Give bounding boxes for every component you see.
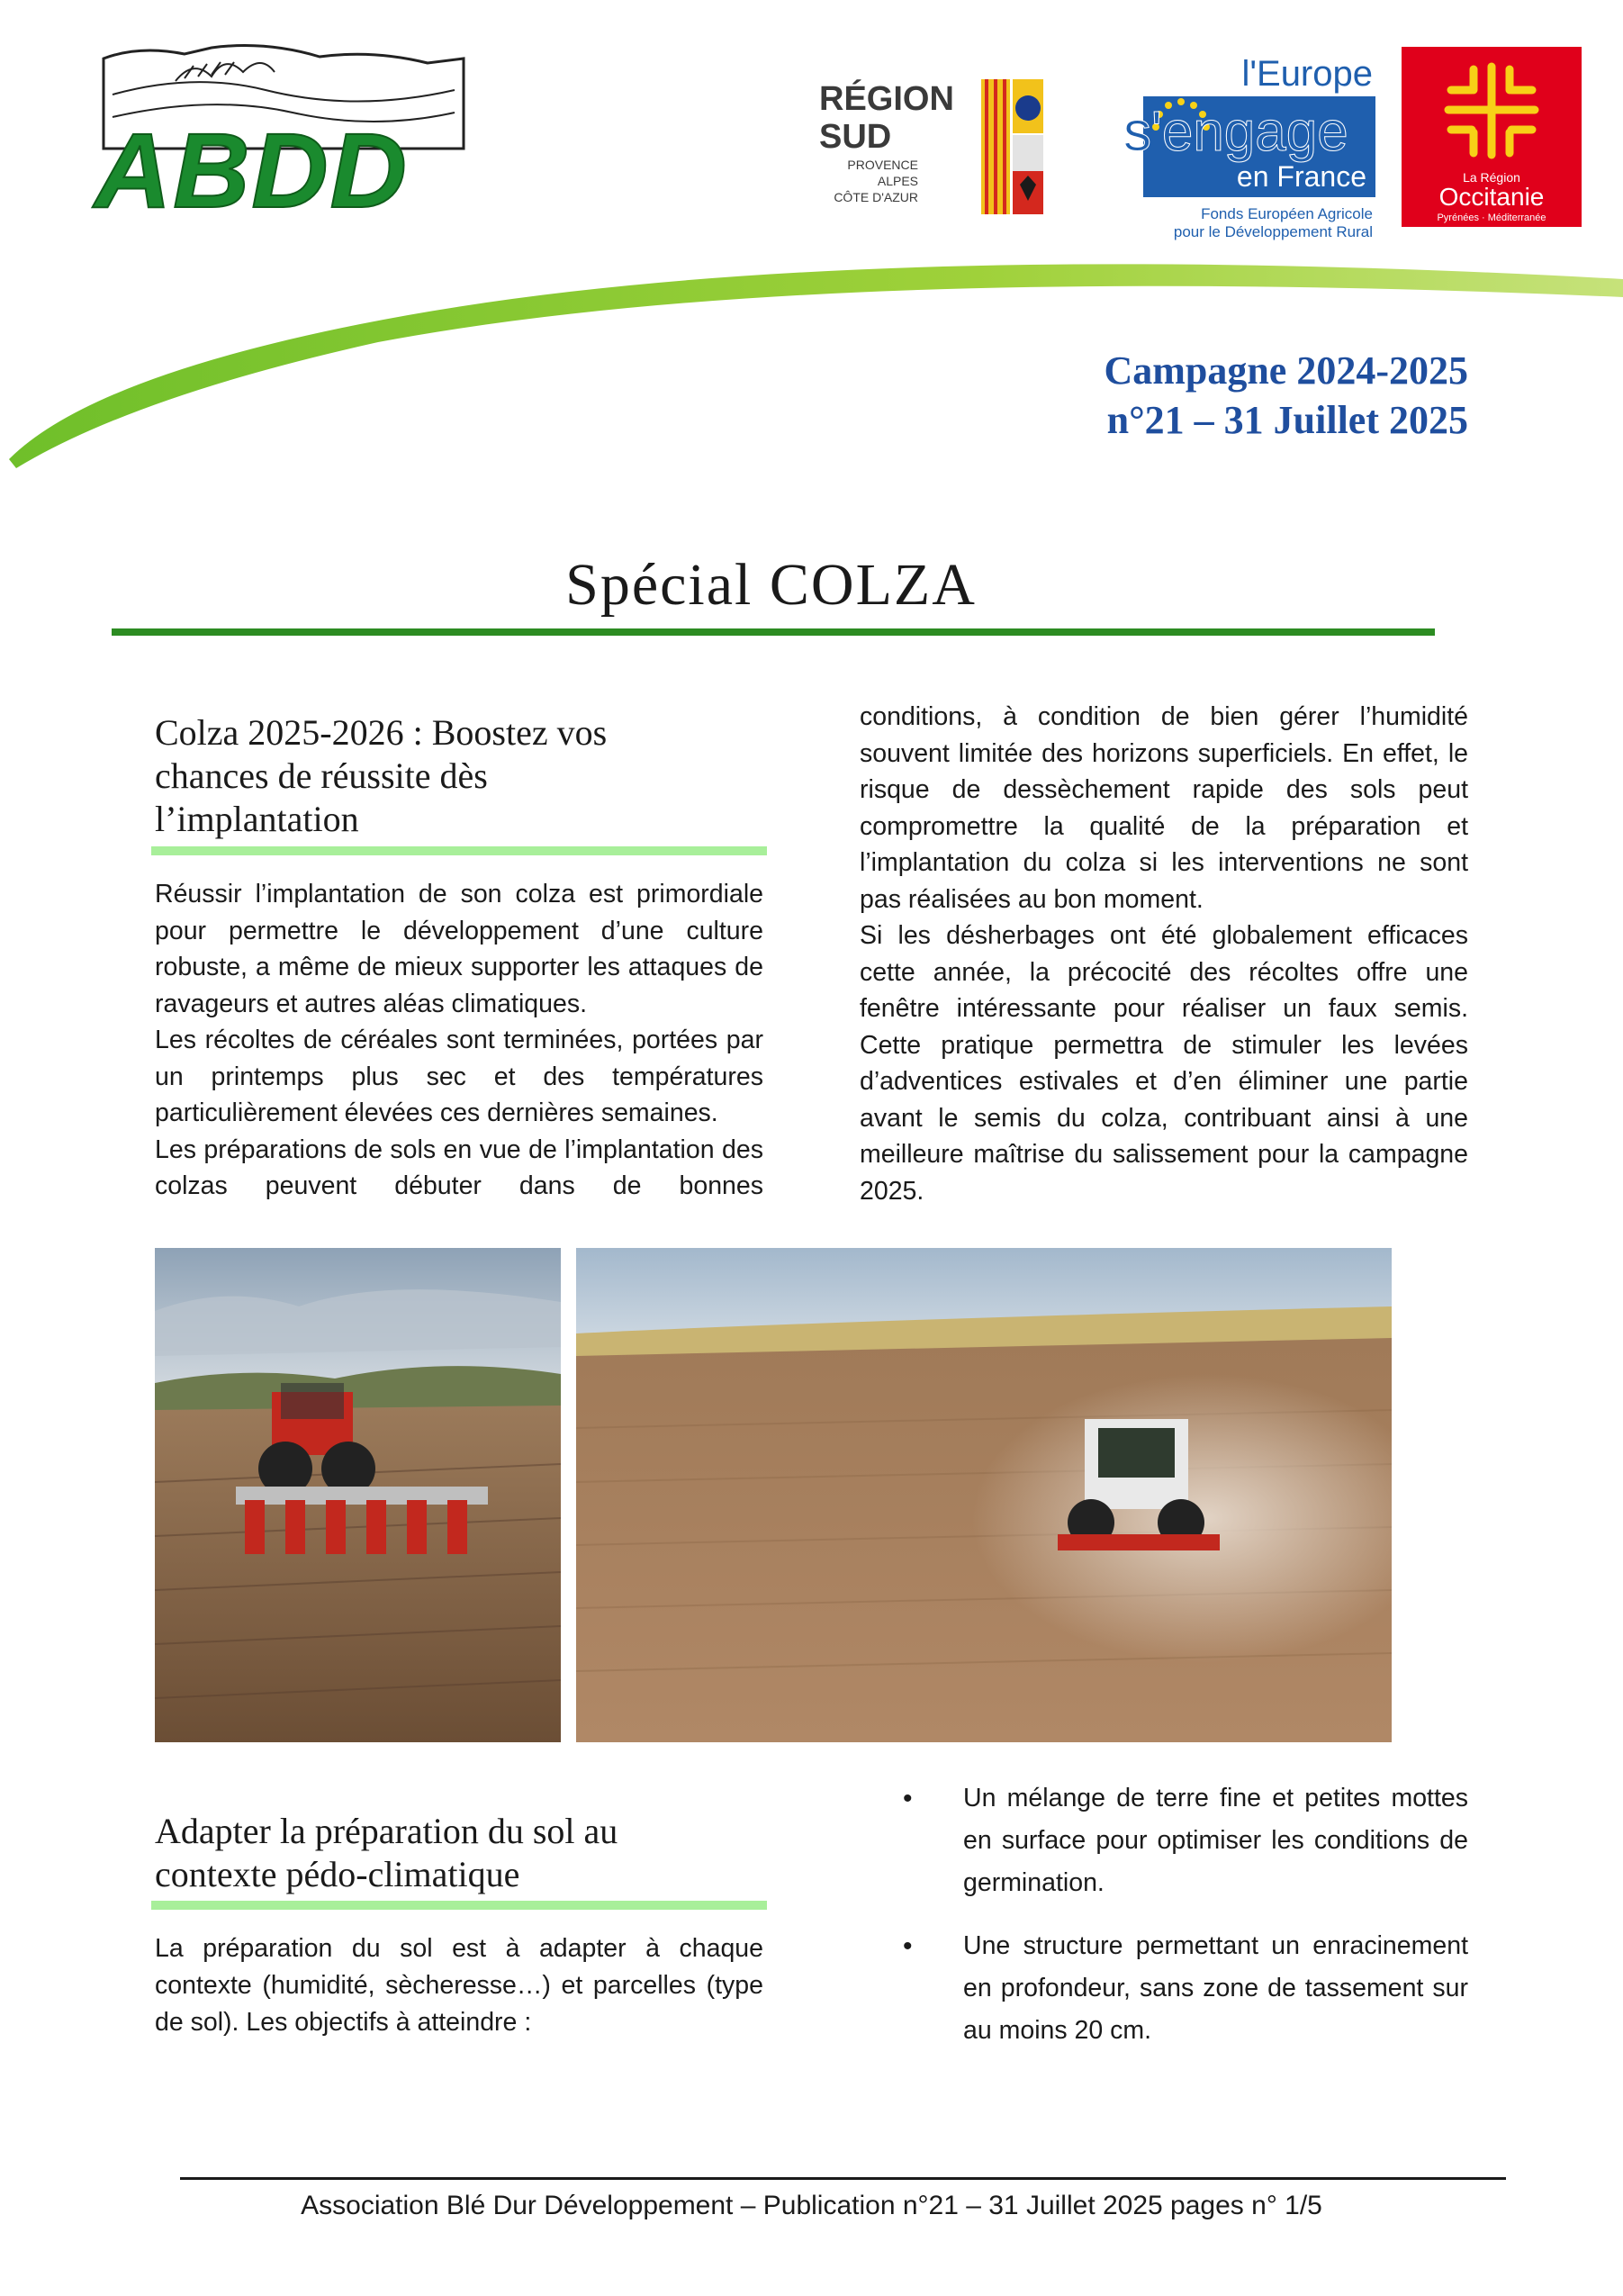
section1-heading-line1: Colza 2025-2026 : Boostez vos — [155, 712, 608, 753]
section1-col1-paragraph3: Les préparations de sols en vue de l’implantation des colzas peuvent débuter dans de bonnes — [155, 1134, 763, 1200]
photo-tractor-harrow — [576, 1248, 1392, 1742]
section2-heading-line2: contexte pédo-climatique — [155, 1854, 520, 1894]
section1-col2 — [860, 699, 1468, 1209]
section1-col1 — [155, 876, 763, 1205]
section2-heading — [155, 1810, 803, 1896]
section2-col1 — [155, 1930, 763, 2041]
campaign-label: Campagne 2024-2025 — [1104, 348, 1468, 393]
section2-col2 — [903, 1777, 1468, 2073]
europe-line3: en France — [1236, 160, 1366, 193]
section1-col2-paragraph2: Si les désherbages ont été globalement efficaces cette année, la précocité des récoltes offre une fenêtre intéressante pour réaliser un faux semis. Cette pratique permettra de stimuler les levées d’adventices estivales et d’en éliminer une partie avant le semis du colza, contribuant ainsi à une meilleure maîtrise du salissement pour la campagne 2025. — [860, 921, 1468, 1206]
section1-col1-paragraph2: Les récoltes de céréales sont terminées, portées par un printemps plus sec et des températures particulièrement élevées ces dernières semaines. — [155, 1026, 763, 1127]
objectives-list — [903, 1777, 1468, 2052]
occitanie-line3: Pyrénées · Méditerranée — [1437, 212, 1546, 223]
issue-label: n°21 – 31 Juillet 2025 — [1106, 398, 1468, 442]
photo-tractor-seeder — [155, 1248, 561, 1742]
region-sud-line3: PROVENCE — [847, 158, 918, 172]
abdd-logo-text: ABDD — [95, 112, 409, 216]
section2-col1-paragraph1: La préparation du sol est à adapter à chaque contexte (humidité, sècheresse…) et parcelles (type de sol). Les objectifs à atteindre : — [155, 1934, 763, 2037]
occitanie-logo — [1402, 47, 1582, 227]
occitanie-line1: La Région — [1463, 170, 1520, 185]
page-title: Spécial COLZA — [565, 552, 977, 618]
section1-heading-line3: l’implantation — [155, 799, 359, 839]
section1-heading — [155, 711, 785, 841]
europe-line2: s'engage — [1123, 101, 1348, 163]
region-sud-shield-icon — [981, 79, 1043, 214]
footer-rule — [180, 2177, 1506, 2180]
region-sud-line5: CÔTE D'AZUR — [834, 190, 918, 204]
title-underline — [112, 628, 1435, 636]
section1-heading-line2: chances de réussite dès — [155, 755, 488, 796]
occitan-cross-icon — [1448, 67, 1535, 155]
section2-heading-rule — [151, 1901, 767, 1910]
section1-col1-paragraph1: Réussir l’implantation de son colza est primordiale pour permettre le développement d’une culture robuste, a même de mieux supporter les attaques de ravageurs et autres aléas climatiques. — [155, 880, 763, 1018]
europe-engage-logo — [1116, 50, 1386, 243]
region-sud-line2: SUD — [819, 118, 892, 156]
region-sud-logo — [815, 72, 1103, 225]
occitanie-line2: Occitanie — [1438, 183, 1545, 211]
section1-col2-paragraph1: conditions, à condition de bien gérer l’humidité souvent limitée des horizons superficiels. En effet, le risque de dessèchement rapide des sols peut compromettre la qualité de la préparation et l’implantation du colza si les interventions ne sont pas réalisées au bon moment. — [860, 702, 1468, 914]
footer-text: Association Blé Dur Développement – Publication n°21 – 31 Juillet 2025 pages n° 1/5 — [301, 2191, 1322, 2220]
list-item: • Une structure permettant un enracinement en profondeur, sans zone de tassement sur au moins 20 cm. — [903, 1925, 1468, 2052]
abdd-logo — [86, 41, 473, 216]
region-sud-line4: ALPES — [877, 174, 918, 188]
europe-fund-line1: Fonds Européen Agricole — [1201, 205, 1373, 222]
europe-fund-line2: pour le Développement Rural — [1173, 223, 1373, 240]
region-sud-line1: RÉGION — [819, 80, 954, 118]
europe-line1: l'Europe — [1241, 54, 1373, 94]
list-item: • Un mélange de terre fine et petites mottes en surface pour optimiser les conditions de germination. — [903, 1777, 1468, 1904]
section1-heading-rule — [151, 846, 767, 855]
section2-heading-line1: Adapter la préparation du sol au — [155, 1811, 618, 1851]
